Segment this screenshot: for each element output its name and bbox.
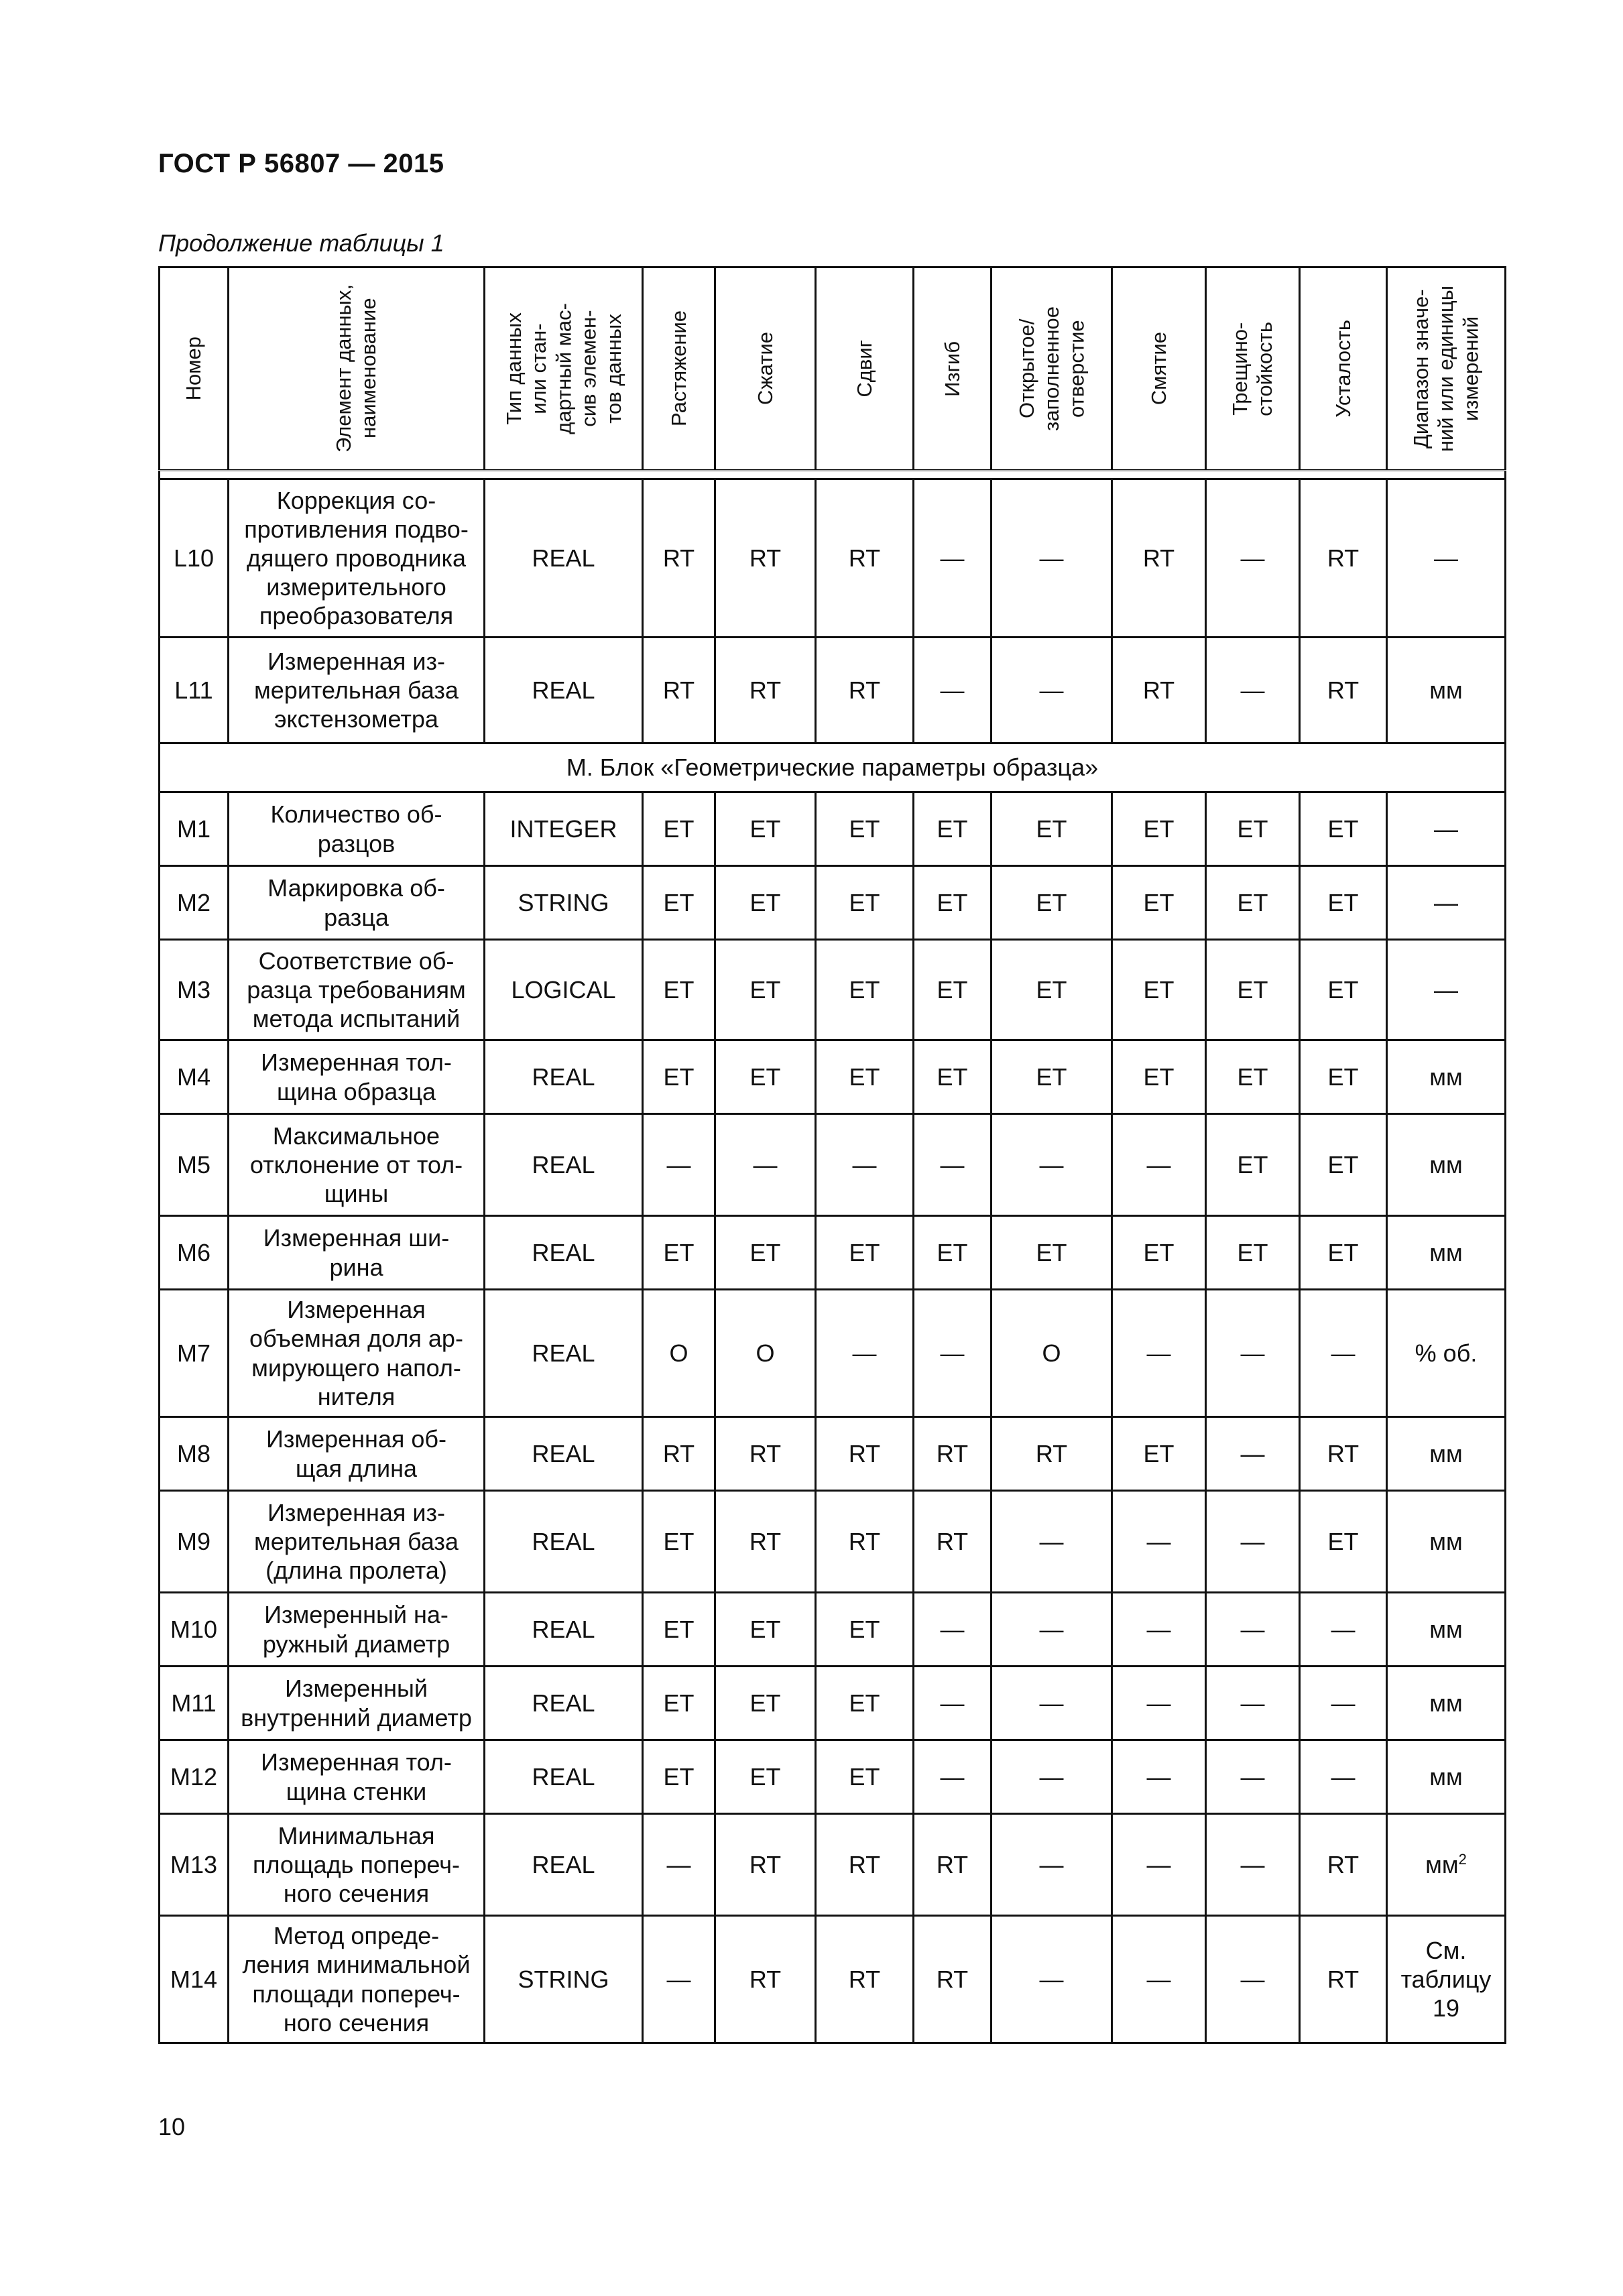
test-value-cell: — xyxy=(715,1114,816,1216)
test-value-cell: ET xyxy=(1112,866,1206,940)
test-value-cell: — xyxy=(991,1491,1112,1593)
test-value-cell: — xyxy=(1300,1740,1387,1814)
test-value-cell: ET xyxy=(991,940,1112,1040)
range-cell: мм xyxy=(1387,1040,1506,1114)
table-row xyxy=(160,1216,1506,1290)
test-value-cell: — xyxy=(1206,1417,1300,1491)
range-cell: — xyxy=(1387,940,1506,1040)
test-value-cell: ET xyxy=(816,1593,914,1667)
test-value-cell: ET xyxy=(991,792,1112,866)
row-number: M6 xyxy=(160,1216,229,1290)
test-value-cell: RT xyxy=(1300,1814,1387,1916)
test-value-cell: — xyxy=(991,1740,1112,1814)
element-name: Измеренная из- мерительная база (длина пролета) xyxy=(229,1491,485,1593)
test-value-cell: ET xyxy=(1206,792,1300,866)
test-value-cell: ET xyxy=(1300,792,1387,866)
test-value-cell: — xyxy=(914,638,991,743)
test-value-cell: RT xyxy=(643,638,715,743)
data-type: REAL xyxy=(485,479,643,638)
test-value-cell: RT xyxy=(715,479,816,638)
element-name: Метод опреде- ления минимальной площади попереч- ного сечения xyxy=(229,1916,485,2043)
test-value-cell: ET xyxy=(1300,1216,1387,1290)
test-value-cell: — xyxy=(1206,1491,1300,1593)
element-name: Соответствие об- разца требованиям метода испытаний xyxy=(229,940,485,1040)
test-value-cell: ET xyxy=(715,1593,816,1667)
range-cell: мм xyxy=(1387,638,1506,743)
test-value-cell: — xyxy=(643,1114,715,1216)
row-number: M5 xyxy=(160,1114,229,1216)
element-name: Количество об- разцов xyxy=(229,792,485,866)
column-header: Усталость xyxy=(1300,267,1387,471)
test-value-cell: RT xyxy=(715,1491,816,1593)
table-row xyxy=(160,638,1506,743)
test-value-cell: ET xyxy=(643,792,715,866)
table-row xyxy=(160,1667,1506,1740)
row-number: M13 xyxy=(160,1814,229,1916)
test-value-cell: — xyxy=(1206,1290,1300,1417)
test-value-cell: ET xyxy=(1112,792,1206,866)
test-value-cell: ET xyxy=(1206,866,1300,940)
test-value-cell: ET xyxy=(643,866,715,940)
test-value-cell: ET xyxy=(816,1740,914,1814)
test-value-cell: RT xyxy=(1300,638,1387,743)
row-number: M2 xyxy=(160,866,229,940)
range-cell: мм xyxy=(1387,1114,1506,1216)
test-value-cell: ET xyxy=(1112,1216,1206,1290)
test-value-cell: RT xyxy=(715,1916,816,2043)
test-value-cell: ET xyxy=(1206,1040,1300,1114)
row-number: M12 xyxy=(160,1740,229,1814)
test-value-cell: — xyxy=(1112,1593,1206,1667)
test-value-cell: ET xyxy=(715,792,816,866)
test-value-cell: — xyxy=(643,1916,715,2043)
element-name: Измеренный на- ружный диаметр xyxy=(229,1593,485,1667)
page-number: 10 xyxy=(158,2113,186,2140)
test-value-cell: RT xyxy=(816,479,914,638)
test-value-cell: ET xyxy=(914,792,991,866)
test-value-cell: — xyxy=(991,1916,1112,2043)
test-value-cell: ET xyxy=(1300,940,1387,1040)
range-cell: мм xyxy=(1387,1667,1506,1740)
row-number: M10 xyxy=(160,1593,229,1667)
test-value-cell: RT xyxy=(1300,1916,1387,2043)
test-value-cell: ET xyxy=(643,1740,715,1814)
data-type: REAL xyxy=(485,1491,643,1593)
test-value-cell: ET xyxy=(715,1740,816,1814)
test-value-cell: ET xyxy=(1206,1216,1300,1290)
range-cell: мм xyxy=(1387,1417,1506,1491)
block-heading: М. Блок «Геометрические параметры образца» xyxy=(160,743,1506,792)
test-value-cell: ET xyxy=(816,1667,914,1740)
element-name: Измеренная из- мерительная база экстензометра xyxy=(229,638,485,743)
table-row xyxy=(160,1740,1506,1814)
test-value-cell: RT xyxy=(715,1417,816,1491)
table-row xyxy=(160,1114,1506,1216)
data-type: LOGICAL xyxy=(485,940,643,1040)
test-value-cell: RT xyxy=(914,1417,991,1491)
test-value-cell: — xyxy=(991,1114,1112,1216)
table-row xyxy=(160,479,1506,638)
data-type: REAL xyxy=(485,1740,643,1814)
test-value-cell: ET xyxy=(991,1040,1112,1114)
data-type: REAL xyxy=(485,1040,643,1114)
test-value-cell: RT xyxy=(914,1491,991,1593)
test-value-cell: — xyxy=(1112,1740,1206,1814)
test-value-cell: RT xyxy=(816,1814,914,1916)
test-value-cell: ET xyxy=(816,1040,914,1114)
test-value-cell: — xyxy=(1112,1667,1206,1740)
data-type: STRING xyxy=(485,866,643,940)
row-number: M4 xyxy=(160,1040,229,1114)
test-value-cell: — xyxy=(914,1667,991,1740)
table-row xyxy=(160,1040,1506,1114)
test-value-cell: — xyxy=(991,1593,1112,1667)
test-value-cell: — xyxy=(1300,1593,1387,1667)
test-value-cell: — xyxy=(1300,1667,1387,1740)
test-value-cell: ET xyxy=(643,1491,715,1593)
test-value-cell: RT xyxy=(715,638,816,743)
test-value-cell: ET xyxy=(1300,1491,1387,1593)
table-row xyxy=(160,792,1506,866)
table-row xyxy=(160,1814,1506,1916)
data-type: REAL xyxy=(485,1593,643,1667)
data-type: REAL xyxy=(485,1290,643,1417)
test-value-cell: ET xyxy=(643,1216,715,1290)
test-value-cell: ET xyxy=(643,1667,715,1740)
table-row xyxy=(160,866,1506,940)
element-name: Измеренная тол- щина стенки xyxy=(229,1740,485,1814)
test-value-cell: RT xyxy=(643,1417,715,1491)
test-value-cell: ET xyxy=(914,866,991,940)
test-value-cell: ET xyxy=(816,1216,914,1290)
element-name: Маркировка об- разца xyxy=(229,866,485,940)
table-row xyxy=(160,940,1506,1040)
row-number: M8 xyxy=(160,1417,229,1491)
test-value-cell: ET xyxy=(1300,1114,1387,1216)
test-value-cell: — xyxy=(1206,638,1300,743)
test-value-cell: ET xyxy=(1112,1417,1206,1491)
test-value-cell: O xyxy=(991,1290,1112,1417)
table-row xyxy=(160,1593,1506,1667)
table-row xyxy=(160,1290,1506,1417)
table-row xyxy=(160,1916,1506,2043)
range-superscript: 2 xyxy=(1458,1850,1467,1868)
element-name: Измеренная об- щая длина xyxy=(229,1417,485,1491)
test-value-cell: RT xyxy=(914,1916,991,2043)
range-cell: — xyxy=(1387,866,1506,940)
test-value-cell: ET xyxy=(643,940,715,1040)
test-value-cell: ET xyxy=(1206,940,1300,1040)
test-value-cell: ET xyxy=(643,1593,715,1667)
test-value-cell: ET xyxy=(991,866,1112,940)
test-value-cell: RT xyxy=(715,1814,816,1916)
data-table xyxy=(158,266,1506,2044)
test-value-cell: ET xyxy=(816,940,914,1040)
column-header: Номер xyxy=(160,267,229,471)
range-cell: мм xyxy=(1387,1593,1506,1667)
test-value-cell: — xyxy=(914,1593,991,1667)
test-value-cell: ET xyxy=(914,940,991,1040)
test-value-cell: — xyxy=(1206,1814,1300,1916)
row-number: M3 xyxy=(160,940,229,1040)
test-value-cell: ET xyxy=(715,1216,816,1290)
range-cell: — xyxy=(1387,792,1506,866)
data-type: REAL xyxy=(485,1216,643,1290)
element-name: Измеренная ши- рина xyxy=(229,1216,485,1290)
test-value-cell: — xyxy=(991,479,1112,638)
element-name: Максимальное отклонение от тол- щины xyxy=(229,1114,485,1216)
column-header: Смятие xyxy=(1112,267,1206,471)
test-value-cell: — xyxy=(1206,1593,1300,1667)
table-header-row xyxy=(160,267,1506,471)
test-value-cell: RT xyxy=(816,1916,914,2043)
test-value-cell: ET xyxy=(643,1040,715,1114)
test-value-cell: O xyxy=(643,1290,715,1417)
range-cell: См. таблицу 19 xyxy=(1387,1916,1506,2043)
test-value-cell: ET xyxy=(914,1040,991,1114)
range-cell: мм xyxy=(1387,1740,1506,1814)
element-name: Измеренная объемная доля ар- мирующего напол- нителя xyxy=(229,1290,485,1417)
test-value-cell: — xyxy=(1300,1290,1387,1417)
test-value-cell: — xyxy=(1112,1916,1206,2043)
document-header: ГОСТ Р 56807 — 2015 xyxy=(158,149,444,178)
data-type: INTEGER xyxy=(485,792,643,866)
column-header: Изгиб xyxy=(914,267,991,471)
row-number: M1 xyxy=(160,792,229,866)
range-cell: — xyxy=(1387,479,1506,638)
test-value-cell: — xyxy=(816,1114,914,1216)
test-value-cell: ET xyxy=(1112,1040,1206,1114)
test-value-cell: — xyxy=(914,1740,991,1814)
element-name: Измеренный внутренний диаметр xyxy=(229,1667,485,1740)
test-value-cell: ET xyxy=(715,866,816,940)
test-value-cell: — xyxy=(991,1814,1112,1916)
test-value-cell: RT xyxy=(1300,1417,1387,1491)
block-heading-row xyxy=(160,743,1506,792)
column-header: Элемент данных, наименование xyxy=(229,267,485,471)
column-header: Трещино- стойкость xyxy=(1206,267,1300,471)
table-row xyxy=(160,1491,1506,1593)
column-header: Растяжение xyxy=(643,267,715,471)
test-value-cell: — xyxy=(1112,1491,1206,1593)
test-value-cell: — xyxy=(1206,1667,1300,1740)
test-value-cell: RT xyxy=(1112,638,1206,743)
data-type: REAL xyxy=(485,1814,643,1916)
table-row xyxy=(160,1417,1506,1491)
test-value-cell: — xyxy=(1206,1916,1300,2043)
data-type: REAL xyxy=(485,1417,643,1491)
test-value-cell: RT xyxy=(914,1814,991,1916)
row-number: M11 xyxy=(160,1667,229,1740)
test-value-cell: — xyxy=(1112,1114,1206,1216)
test-value-cell: RT xyxy=(1300,479,1387,638)
column-header: Сдвиг xyxy=(816,267,914,471)
test-value-cell: ET xyxy=(816,792,914,866)
data-type: REAL xyxy=(485,1667,643,1740)
test-value-cell: RT xyxy=(816,1491,914,1593)
column-header: Открытое/ заполненное отверстие xyxy=(991,267,1112,471)
test-value-cell: — xyxy=(991,1667,1112,1740)
test-value-cell: RT xyxy=(991,1417,1112,1491)
test-value-cell: ET xyxy=(1206,1114,1300,1216)
data-type: REAL xyxy=(485,1114,643,1216)
test-value-cell: ET xyxy=(914,1216,991,1290)
test-value-cell: ET xyxy=(1300,1040,1387,1114)
table-caption: Продолжение таблицы 1 xyxy=(158,229,444,257)
column-header: Тип данных или стан- дартный мас- сив элемен- тов данных xyxy=(485,267,643,471)
range-cell xyxy=(1387,1814,1506,1916)
test-value-cell: RT xyxy=(816,638,914,743)
row-number: L11 xyxy=(160,638,229,743)
data-type: STRING xyxy=(485,1916,643,2043)
test-value-cell: — xyxy=(643,1814,715,1916)
test-value-cell: — xyxy=(914,1114,991,1216)
test-value-cell: ET xyxy=(991,1216,1112,1290)
column-header: Сжатие xyxy=(715,267,816,471)
data-type: REAL xyxy=(485,638,643,743)
range-value: мм xyxy=(1425,1850,1459,1878)
test-value-cell: ET xyxy=(715,1040,816,1114)
test-value-cell: — xyxy=(1206,1740,1300,1814)
test-value-cell: — xyxy=(1206,479,1300,638)
test-value-cell: O xyxy=(715,1290,816,1417)
row-number: M14 xyxy=(160,1916,229,2043)
element-name: Коррекция со- противления подво- дящего проводника измерительного преобразователя xyxy=(229,479,485,638)
test-value-cell: — xyxy=(1112,1814,1206,1916)
test-value-cell: — xyxy=(914,479,991,638)
test-value-cell: ET xyxy=(715,1667,816,1740)
row-number: L10 xyxy=(160,479,229,638)
test-value-cell: — xyxy=(991,638,1112,743)
element-name: Минимальная площадь попереч- ного сечения xyxy=(229,1814,485,1916)
test-value-cell: ET xyxy=(1300,866,1387,940)
test-value-cell: — xyxy=(1112,1290,1206,1417)
column-header: Диапазон значе- ний или единицы измерений xyxy=(1387,267,1506,471)
test-value-cell: RT xyxy=(1112,479,1206,638)
row-number: M9 xyxy=(160,1491,229,1593)
range-cell: % об. xyxy=(1387,1290,1506,1417)
test-value-cell: ET xyxy=(816,866,914,940)
test-value-cell: RT xyxy=(816,1417,914,1491)
test-value-cell: ET xyxy=(1112,940,1206,1040)
range-cell: мм xyxy=(1387,1491,1506,1593)
test-value-cell: — xyxy=(914,1290,991,1417)
row-number: M7 xyxy=(160,1290,229,1417)
test-value-cell: RT xyxy=(643,479,715,638)
test-value-cell: — xyxy=(816,1290,914,1417)
element-name: Измеренная тол- щина образца xyxy=(229,1040,485,1114)
test-value-cell: ET xyxy=(715,940,816,1040)
range-cell: мм xyxy=(1387,1216,1506,1290)
